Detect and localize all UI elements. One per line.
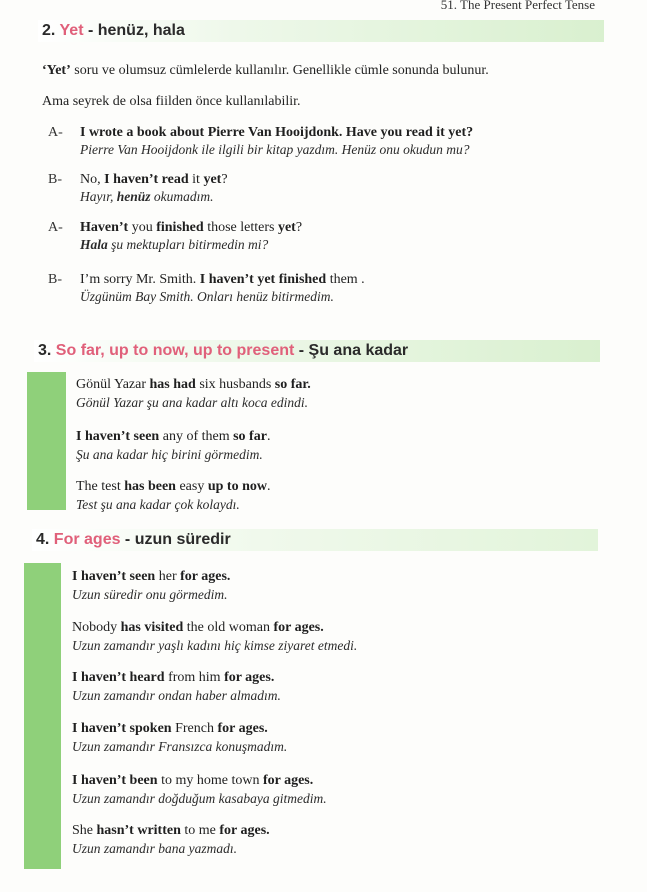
section-term: Yet <box>59 22 84 39</box>
text-run: Gönül Yazar <box>76 377 150 392</box>
bold-phrase: finished <box>156 220 204 235</box>
section-meaning: Şu ana kadar <box>308 342 409 359</box>
english-sentence <box>72 720 287 738</box>
english-sentence <box>80 272 365 288</box>
bold-phrase: so far <box>233 429 267 444</box>
turkish-translation: Gönül Yazar şu ana kadar altı koca edindi. <box>76 395 309 410</box>
text-run: to me <box>180 823 220 838</box>
running-head: 51. The Present Perfect Tense <box>440 0 595 12</box>
green-margin-bar <box>27 372 66 510</box>
section-dash: - <box>294 342 309 359</box>
bold-phrase: for ages. <box>180 569 231 584</box>
section-3-heading <box>34 340 600 362</box>
section-dash: - <box>120 531 135 548</box>
section-number: 2. <box>42 22 56 39</box>
text-run: şu mektupları bitirmedin mi? <box>107 237 269 252</box>
example-pair <box>72 568 230 603</box>
text-run: okumadım. <box>150 189 214 204</box>
bold-phrase: I wrote a book about Pierre Van Hooijdonk. Have you read it yet? <box>80 125 474 140</box>
green-margin-bar <box>24 563 61 869</box>
text-run: them . <box>326 272 365 287</box>
example-pair <box>76 478 270 513</box>
text-run: Hayır, <box>80 189 117 204</box>
bold-phrase: hasn’t written <box>96 823 181 838</box>
bold-phrase: I haven’t been <box>72 773 158 788</box>
bold-phrase: for ages. <box>224 670 275 685</box>
english-sentence <box>76 478 270 496</box>
bold-phrase: so far. <box>274 377 311 392</box>
section-meaning: uzun süredir <box>134 531 231 548</box>
turkish-translation: Uzun zamandır bana yazmadı. <box>72 841 238 856</box>
text-run: easy <box>175 479 208 494</box>
speaker-label: B- <box>48 172 62 187</box>
section-number: 4. <box>36 531 50 548</box>
text-run: any of them <box>159 429 234 444</box>
turkish-translation <box>80 189 214 205</box>
bold-phrase: yet <box>277 220 296 235</box>
bold-phrase: I haven’t yet finished <box>199 272 327 287</box>
bold-phrase: for ages. <box>262 773 314 788</box>
bold-phrase: for ages. <box>273 620 324 635</box>
text-run: No, <box>80 172 105 187</box>
example-pair <box>72 772 327 807</box>
turkish-translation: Uzun zamandır Fransızca konuşmadım. <box>72 739 288 754</box>
text-run: She <box>72 823 97 838</box>
bold-phrase: henüz <box>116 189 151 204</box>
intro-text: soru ve olumsuz cümlelerde kullanılır. Genellikle cümle sonunda bulunur. <box>70 63 489 78</box>
text-run: six husbands <box>195 377 275 392</box>
example-pair <box>72 720 287 755</box>
english-sentence <box>76 428 270 446</box>
section-term: So far, up to now, up to present <box>55 342 295 359</box>
bold-phrase: yet <box>203 172 222 187</box>
text-run: . <box>266 429 271 444</box>
english-sentence <box>72 619 357 637</box>
text-run: I’m sorry Mr. Smith. <box>80 272 200 287</box>
example-pair <box>72 822 270 857</box>
text-run: the old woman <box>183 620 274 635</box>
bold-phrase: for ages. <box>217 721 268 736</box>
turkish-translation: Uzun zamandır doğduğum kasabaya gitmedim. <box>72 791 327 806</box>
section-number: 3. <box>38 342 52 359</box>
example-pair <box>72 669 281 704</box>
english-sentence <box>80 125 473 141</box>
bold-phrase: has had <box>149 377 196 392</box>
section-dash: - <box>83 22 98 39</box>
speaker-label: A- <box>48 125 63 140</box>
text-run: The test <box>76 479 125 494</box>
intro-term: ‘Yet’ <box>42 63 71 78</box>
turkish-translation: Uzun süredir onu görmedim. <box>72 587 228 602</box>
text-run: Nobody <box>72 620 121 635</box>
turkish-translation: Pierre Van Hooijdonk ile ilgili bir kitap yazdım. Henüz onu okudun mu? <box>80 142 470 157</box>
turkish-translation <box>80 237 268 253</box>
english-sentence <box>76 376 311 394</box>
text-run: it <box>188 172 204 187</box>
text-run: her <box>155 569 181 584</box>
english-sentence <box>80 172 228 188</box>
bold-phrase: Hala <box>80 237 108 252</box>
text-run: from him <box>164 670 225 685</box>
turkish-translation: Şu ana kadar hiç birini görmedim. <box>76 447 263 462</box>
section-meaning: henüz, hala <box>97 22 185 39</box>
turkish-translation: Uzun zamandır yaşlı kadını hiç kimse ziyaret etmedi. <box>72 638 358 653</box>
text-run: to my home town <box>157 773 263 788</box>
intro-paragraph-1 <box>42 62 489 80</box>
text-run: ? <box>295 220 303 235</box>
example-pair <box>76 376 311 411</box>
section-2-heading <box>38 20 604 42</box>
example-pair <box>76 428 270 463</box>
text-run: you <box>128 220 157 235</box>
intro-paragraph-2: Ama seyrek de olsa fiilden önce kullanılabilir. <box>42 94 301 109</box>
turkish-translation: Uzun zamandır ondan haber almadım. <box>72 688 281 703</box>
text-run: ? <box>221 172 228 187</box>
speaker-label: A- <box>48 220 63 235</box>
turkish-translation: Test şu ana kadar çok kolaydı. <box>76 497 240 512</box>
text-run: French <box>171 721 218 736</box>
english-sentence <box>72 669 281 687</box>
text-run: those letters <box>203 220 278 235</box>
bold-phrase: has visited <box>120 620 184 635</box>
bold-phrase: up to now <box>207 479 267 494</box>
section-4-heading <box>32 529 598 551</box>
bold-phrase: I haven’t seen <box>76 429 160 444</box>
section-term: For ages <box>53 531 121 548</box>
english-sentence <box>80 220 302 236</box>
bold-phrase: for ages. <box>219 823 270 838</box>
english-sentence <box>72 772 327 790</box>
example-pair <box>72 619 357 654</box>
bold-phrase: has been <box>124 479 176 494</box>
bold-phrase: I haven’t seen <box>72 569 156 584</box>
bold-phrase: Haven’t <box>80 220 129 235</box>
text-run: . <box>266 479 271 494</box>
speaker-label: B- <box>48 272 62 287</box>
bold-phrase: I haven’t read <box>104 172 189 187</box>
turkish-translation: Üzgünüm Bay Smith. Onları henüz bitirmedim. <box>80 289 334 304</box>
bold-phrase: I haven’t spoken <box>72 721 172 736</box>
english-sentence <box>72 822 270 840</box>
english-sentence <box>72 568 230 586</box>
bold-phrase: I haven’t heard <box>72 670 165 685</box>
